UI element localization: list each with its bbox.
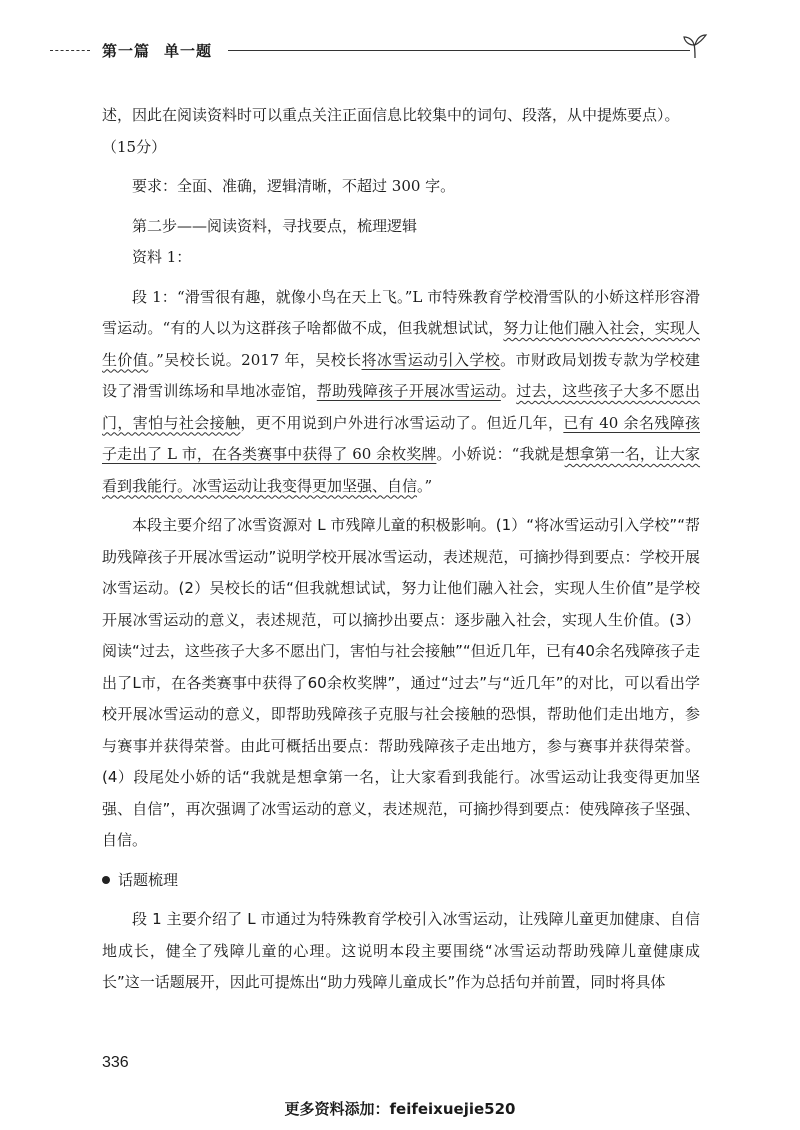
para1-underline-4: 过去，这些孩子大多不愿出门，害怕与社会接触 xyxy=(102,382,700,432)
para1-underline-6: 想拿第一名，让大家看到我能行。冰雪运动让我变得更加坚强、自信 xyxy=(102,445,701,495)
header-dash-rule xyxy=(50,50,90,51)
page-body xyxy=(102,100,700,999)
para1-underline-5: 已有 40 余名残障孩子走出了 L 市，在各类赛事中获得了 60 余枚奖牌 xyxy=(102,413,700,463)
para1-text-3: 。市财政局划拨专款为学校建设了滑雪训练场和旱地冰壶馆， xyxy=(102,350,700,400)
footer-note: 更多资料添加：feifeixuejie520 xyxy=(284,1100,516,1118)
header-title xyxy=(102,40,226,61)
topic-heading xyxy=(102,865,700,897)
para1-text-2: 。”吴校长说。2017 年，吴校长 xyxy=(148,350,362,369)
header-section: 单一题 xyxy=(164,42,213,60)
sprout-icon xyxy=(680,32,710,60)
material-label: 资料 1： xyxy=(132,248,192,266)
material-paragraph-1 xyxy=(102,282,700,503)
para1-text-1: 段 1：“滑雪很有趣，就像小鸟在天上飞。”L 市特殊教育学校滑雪队的小娇这样形容滑雪运动。“有的人以为这群孩子啥都做不成，但我就想试试， xyxy=(102,287,700,337)
para1-text-4: 。 xyxy=(500,382,517,400)
para1-text-5: ，更不用说到户外进行冰雪运动了。但近几年， xyxy=(240,413,564,432)
para1-underline-2: 将冰雪运动引入学校 xyxy=(361,350,501,369)
para1-underline-1: 努力让他们融入社会，实现人生价值 xyxy=(102,319,700,369)
intro-continued: 述，因此在阅读资料时可以重点关注正面信息比较集中的词句、段落，从中提炼要点）。 xyxy=(102,106,680,124)
header-rule xyxy=(228,50,690,51)
para1-text-6: 。小娇说：“我就是 xyxy=(436,445,565,463)
score-note: （15分） xyxy=(102,137,167,156)
topic-heading-text: 话题梳理 xyxy=(118,870,179,889)
page-number: 336 xyxy=(102,1054,129,1071)
header-part: 第一篇 xyxy=(102,42,151,60)
requirement-text: 要求：全面、准确，逻辑清晰，不超过 300 字。 xyxy=(132,177,456,195)
para1-underline-3: 帮助残障孩子开展冰雪运动 xyxy=(316,382,501,400)
running-header xyxy=(50,32,710,62)
topic-paragraph: 段 1 主要介绍了 L 市通过为特殊教育学校引入冰雪运动，让残障儿童更加健康、自信地成长，健全了残障儿童的心理。这说明本段主要围绕“冰雪运动帮助残障儿童健康成长”这一话题展开，因此可提炼出“助力残障儿童成长”作为总括句并前置，同时将具体 xyxy=(102,910,700,991)
bullet-icon xyxy=(102,876,110,884)
analysis-paragraph: 本段主要介绍了冰雪资源对 L 市残障儿童的积极影响。(1）“将冰雪运动引入学校”“帮助残障孩子开展冰雪运动”说明学校开展冰雪运动，表述规范，可摘抄得到要点：学校开展冰雪运动。(2）吴校长的话“但我就想试试，努力让他们融入社会，实现人生价值”是学校开展冰雪运动的意义，表述规范，可以摘抄出要点：逐步融入社会，实现人生价值。(3）阅读“过去，这些孩子大多不愿出门，害怕与社会接触”“但近几年，已有40余名残障孩子走出了L市，在各类赛事中获得了60余枚奖牌”，通过“过去”与“近几年”的对比，可以看出学校开展冰雪运动的意义，即帮助残障孩子克服与社会接触的恐惧，帮助他们走出地方，参与赛事并获得荣誉。由此可概括出要点：帮助残障孩子走出地方，参与赛事并获得荣誉。(4）段尾处小娇的话“我就是想拿第一名，让大家看到我能行。冰雪运动让我变得更加坚强、自信”，再次强调了冰雪运动的意义，表述规范，可摘抄得到要点：使残障孩子坚强、自信。 xyxy=(102,516,700,849)
para1-text-7: 。” xyxy=(417,476,433,495)
step-two-heading: 第二步——阅读资料，寻找要点，梳理逻辑 xyxy=(132,216,418,235)
